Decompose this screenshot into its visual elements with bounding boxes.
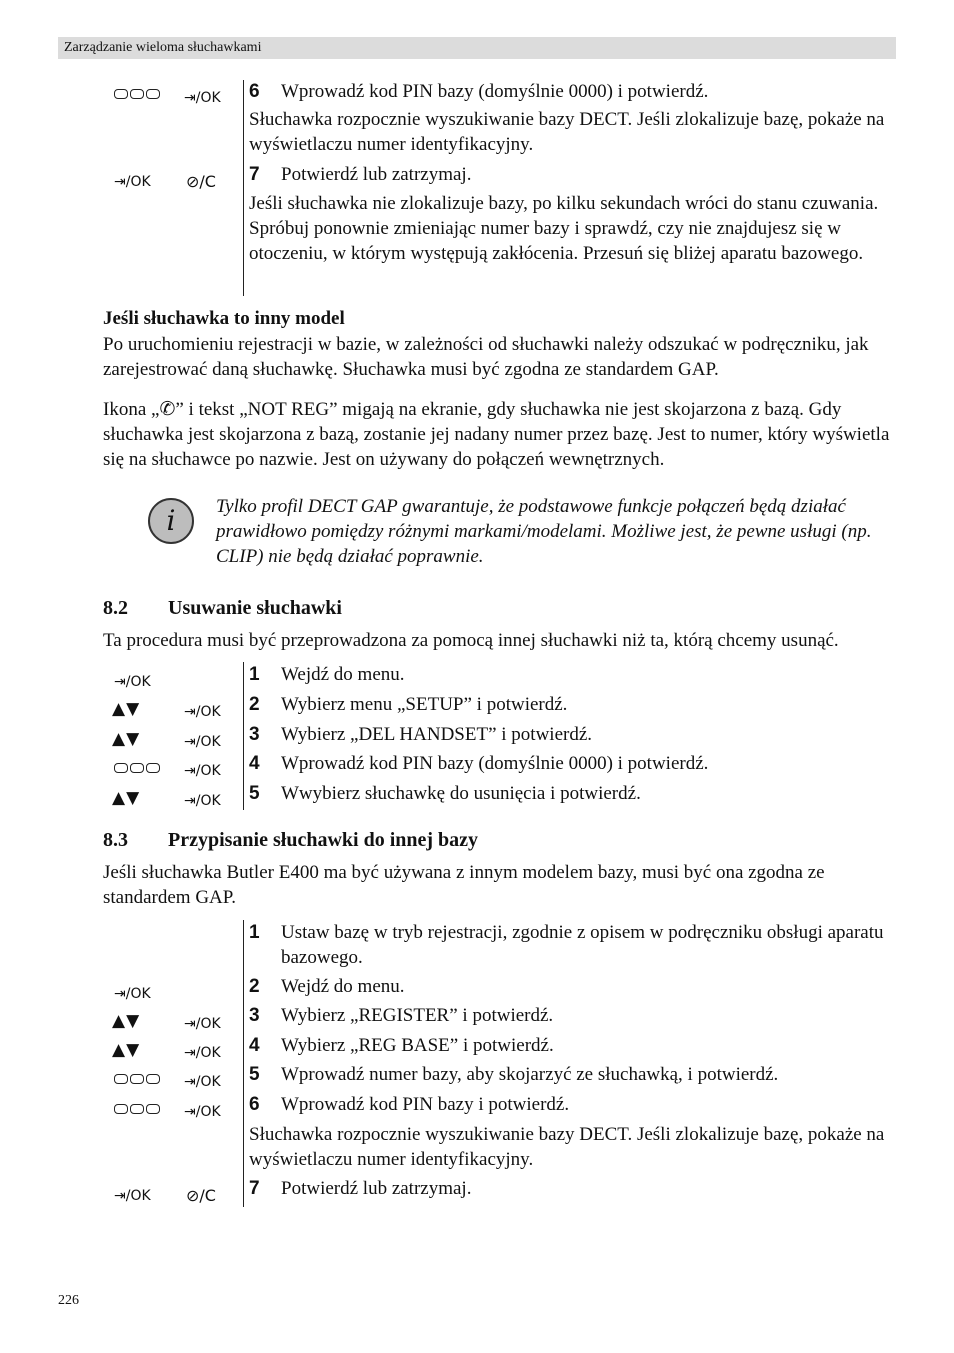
note-text: Tylko profil DECT GAP gwarantuje, że podstawowe funkcje połączeń będą działać prawidłowo pomiędzy różnymi markami/modelami. Możliwe jest, że pewne usługi (np. CLIP) nie będą działać poprawnie.	[216, 496, 872, 567]
step-divider	[243, 80, 244, 296]
ok-icon: ⇥/OK	[184, 763, 221, 779]
ok-icon: ⇥/OK	[184, 734, 221, 750]
keypad-icon	[114, 89, 160, 99]
keypad-icon	[114, 763, 160, 773]
info-icon: i	[148, 498, 194, 544]
cancel-icon: ⊘/C	[186, 1186, 216, 1205]
section-intro: Jeśli słuchawka Butler E400 ma być używana z innym modelem bazy, musi być ona zgodna ze standardem GAP.	[103, 862, 825, 908]
navigation-arrows-icon: ▲▼	[112, 1040, 141, 1060]
ok-icon: ⇥/OK	[184, 793, 221, 809]
ok-icon: ⇥/OK	[184, 1104, 221, 1120]
ok-icon: ⇥/OK	[184, 1074, 221, 1090]
cancel-icon: ⊘/C	[186, 172, 216, 191]
section-heading: 8.2 Usuwanie słuchawki	[103, 597, 342, 619]
step-description: Jeśli słuchawka nie zlokalizuje bazy, po kilku sekundach wróci do stanu czuwania. Spróbuj ponownie zmieniając numer bazy i sprawdź, czy nie znajdujesz się w otoczeniu, w którym występują zakłócenia. Przesuń się bliżej aparatu bazowego.	[249, 193, 879, 264]
keypad-icon	[114, 1104, 160, 1114]
paragraph: Po uruchomieniu rejestracji w bazie, w zależności od słuchawki należy odszukać w podręczniku, jak zarejestrować daną słuchawkę. Słuchawka musi być zgodna ze standardem GAP.	[103, 334, 869, 380]
navigation-arrows-icon: ▲▼	[112, 729, 141, 749]
step-divider	[243, 662, 244, 810]
running-header: Zarządzanie wieloma słuchawkami	[58, 37, 896, 59]
ok-icon: ⇥/OK	[114, 986, 151, 1002]
ok-icon: ⇥/OK	[184, 1016, 221, 1032]
step-description: Słuchawka rozpocznie wyszukiwanie bazy DECT. Jeśli zlokalizuje bazę, pokaże na wyświetlaczu numer identyfikacyjny.	[249, 109, 885, 155]
subheading: Jeśli słuchawka to inny model	[103, 308, 345, 329]
ok-icon: ⇥/OK	[184, 1045, 221, 1061]
ok-icon: ⇥/OK	[114, 1188, 151, 1204]
navigation-arrows-icon: ▲▼	[112, 788, 141, 808]
navigation-arrows-icon: ▲▼	[112, 1011, 141, 1031]
page-number: 226	[58, 1293, 79, 1308]
section-heading: 8.3 Przypisanie słuchawki do innej bazy	[103, 829, 479, 851]
ok-icon: ⇥/OK	[114, 174, 151, 190]
navigation-arrows-icon: ▲▼	[112, 699, 141, 719]
keypad-icon	[114, 1074, 160, 1084]
paragraph: Ikona „✆” i tekst „NOT REG” migają na ekranie, gdy słuchawka nie jest skojarzona z bazą. Gdy słuchawka jest skojarzona z bazą, zostanie jej nadany numer przez bazę. Jest to numer, który wyświetla się na słuchawce po nazwie. Jest on używany do połączeń wewnętrznych.	[103, 399, 890, 470]
section-intro: Ta procedura musi być przeprowadzona za pomocą innej słuchawki niż ta, którą chcemy usunąć.	[103, 630, 839, 651]
step-divider	[243, 920, 244, 1207]
step-description: Słuchawka rozpocznie wyszukiwanie bazy DECT. Jeśli zlokalizuje bazę, pokaże na wyświetlaczu numer identyfikacyjny.	[249, 1124, 885, 1170]
ok-icon: ⇥/OK	[184, 704, 221, 720]
ok-icon: ⇥/OK	[114, 674, 151, 690]
ok-icon: ⇥/OK	[184, 90, 221, 106]
